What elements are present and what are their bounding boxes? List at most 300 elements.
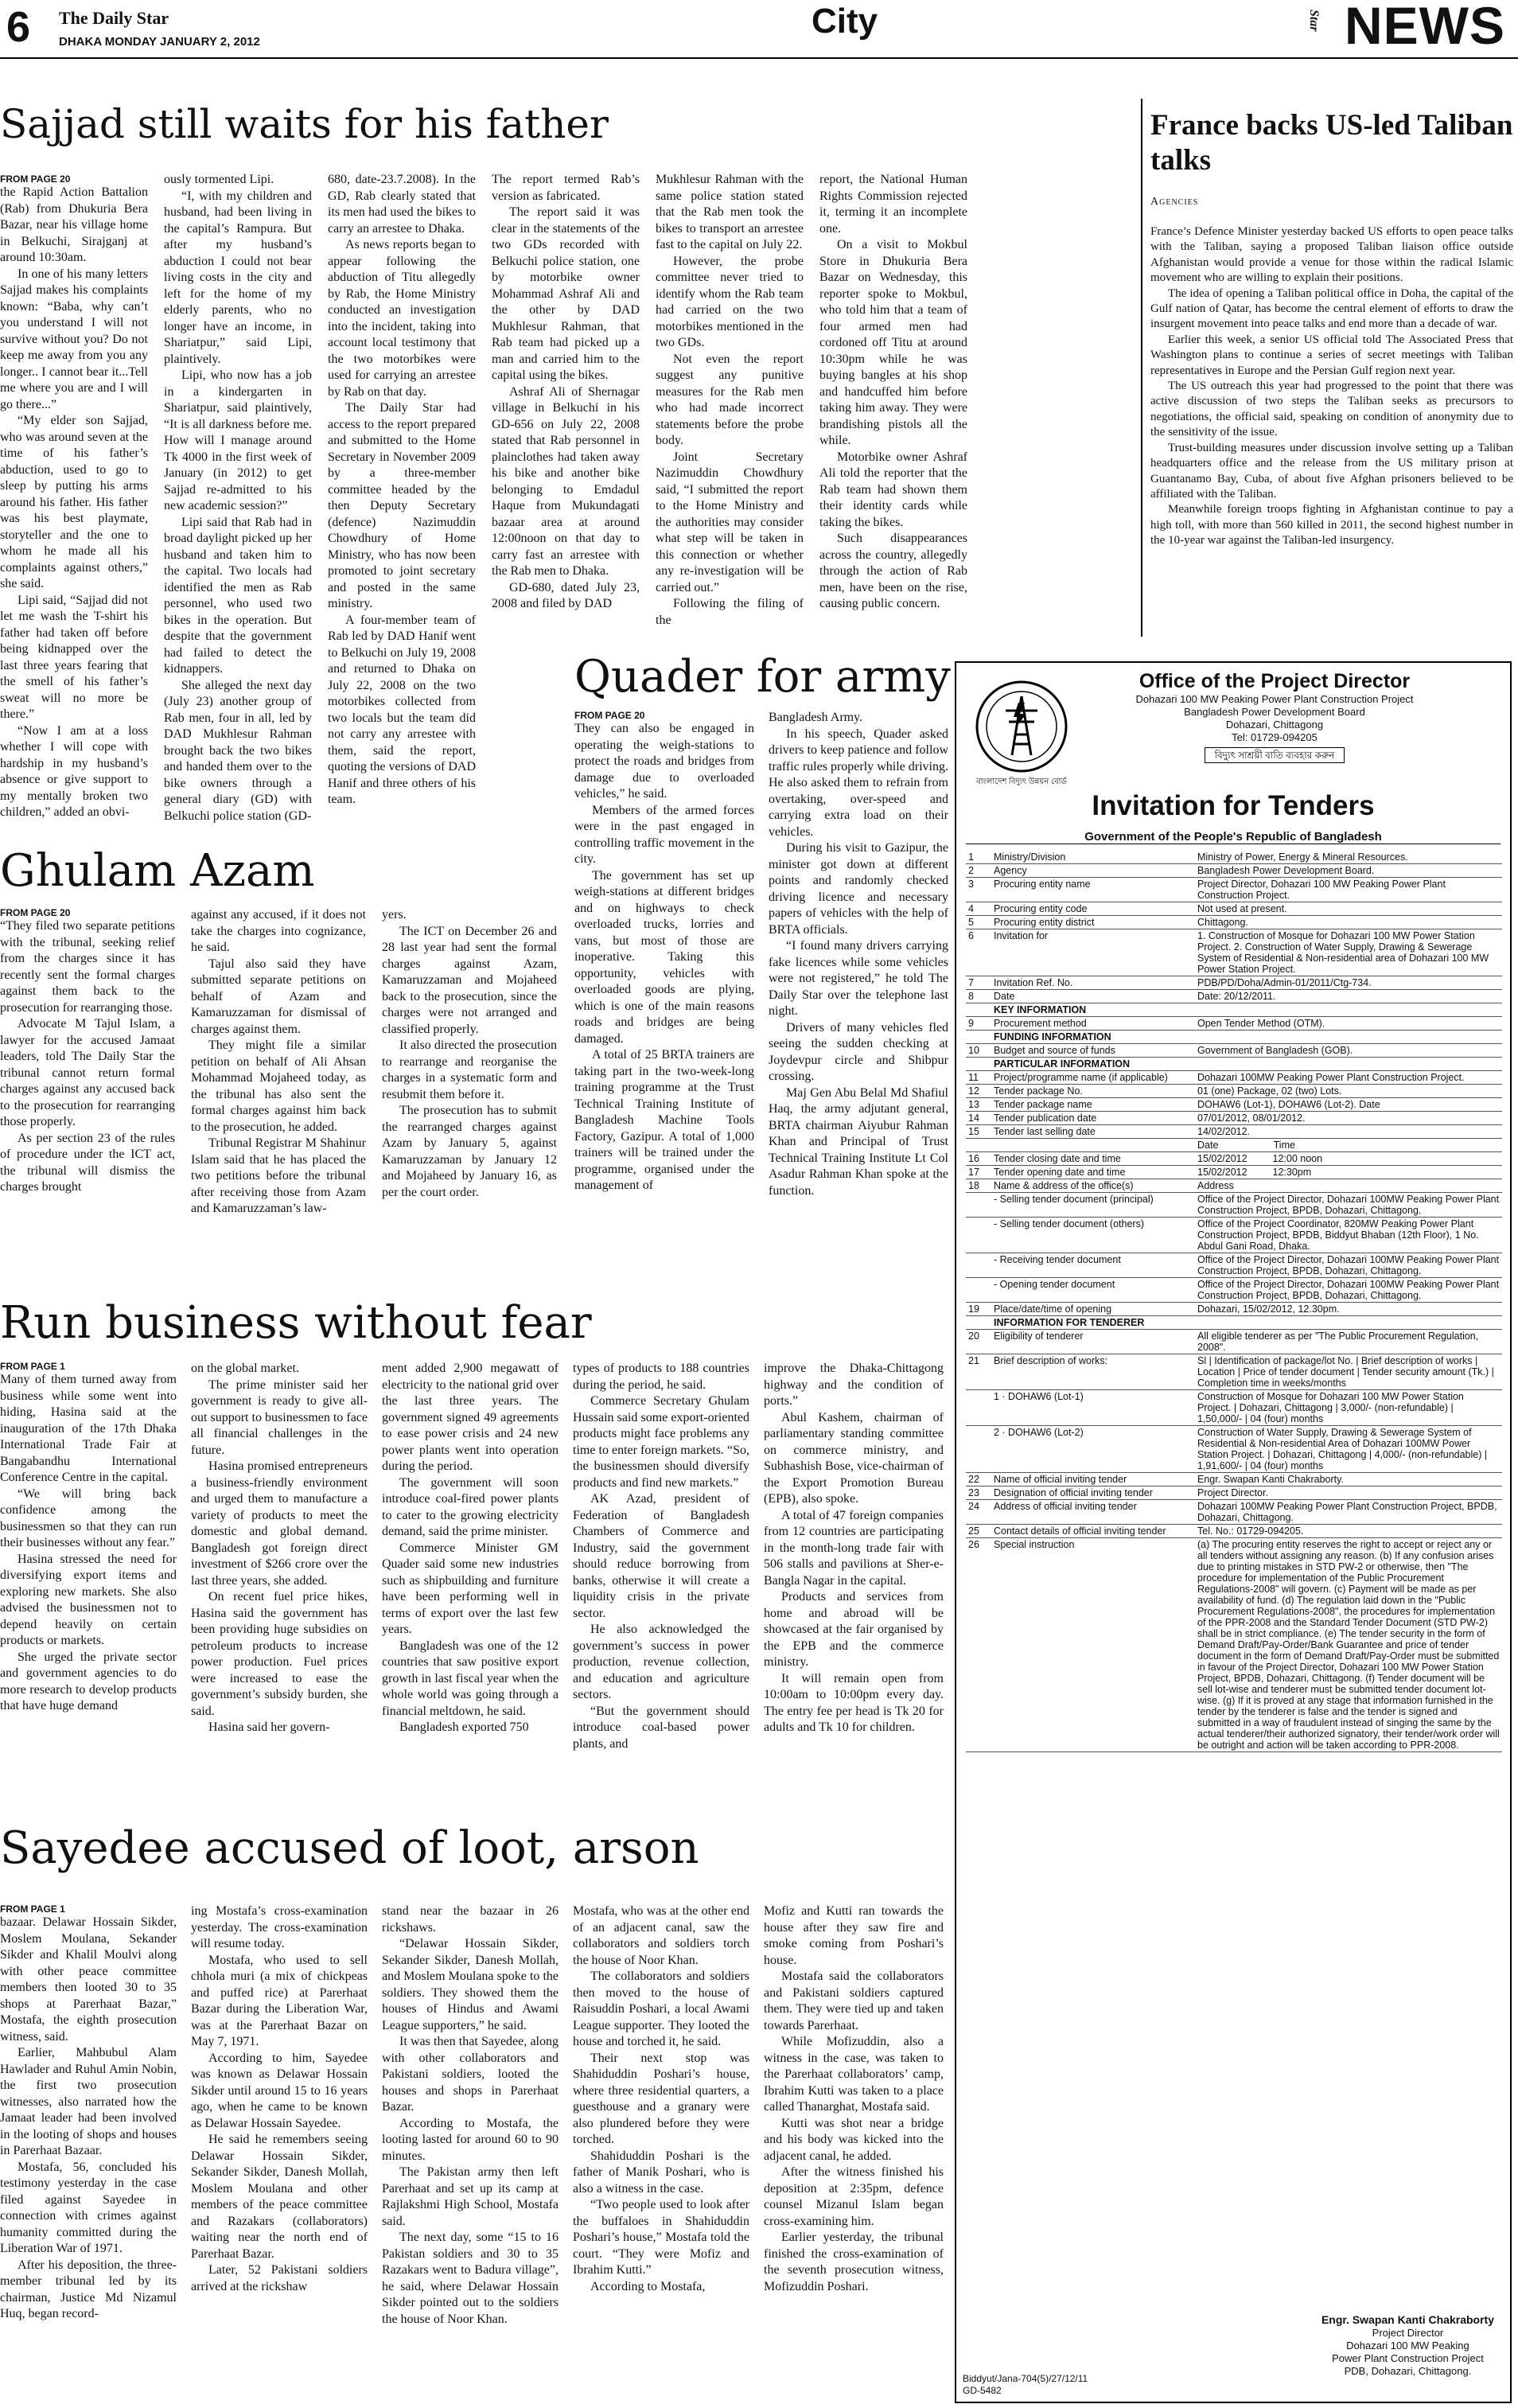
- office-line-3: Dohazari, Chittagong: [1225, 719, 1324, 731]
- sajjad-headline: Sajjad still waits for his father: [0, 101, 609, 147]
- paragraph: The government will soon introduce coal-fired power plants to cater to the growing electricity demand, said the prime minister.: [382, 1475, 559, 1538]
- tender-row: [966, 1473, 1502, 1486]
- paragraph: “We will bring back confidence among the businessmen so that they can run their businesses without any fear.”: [0, 1486, 177, 1549]
- paragraph: Tajul also said they have submitted separate petitions on behalf of Azam and Kamaruzzaman for dismissal of charges against them.: [191, 957, 366, 1036]
- tender-cell: Tel. No.: 01729-094205.: [1195, 1525, 1502, 1538]
- paragraph: Earlier, Mahbubul Alam Hawlader and Ruhul Amin Nobin, the first two prosecution witnesses, also narrated how the Jamaat leader had been involved in the looting of shops and houses in Parerhaat Bazaar.: [0, 2046, 177, 2157]
- paragraph: However, the probe committee never tried to identify whom the Rab team had carried on the two motorbikes mentioned in the two GDs.: [656, 254, 804, 349]
- tender-cell: 01 (one) Package, 02 (two) Lots.: [1195, 1085, 1502, 1098]
- tender-cell: [966, 1193, 991, 1218]
- paragraph: The ICT on December 26 and 28 last year had sent the formal charges against Azam, Kamaruzzaman and Mojaheed back to the prosecution, since the charges were not arranged and classified properly.: [382, 924, 557, 1036]
- paragraph: The prosecution has to submit the rearranged charges against Azam by January 5, against Kamaruzzaman by January 12 and Mojaheed by January 16, as per the court order.: [382, 1104, 557, 1199]
- sajjad-from: FROM PAGE 20: [0, 173, 71, 185]
- tender-cell: Procuring entity code: [991, 902, 1195, 916]
- section-title: City: [812, 2, 878, 41]
- paragraph: Hasina stressed the need for diversifying export items and exploring new markets. She also advised the businessmen not to depend heavily on certain products or markets.: [0, 1552, 177, 1647]
- tender-cell: [966, 1218, 991, 1253]
- tender-row: [966, 1354, 1502, 1390]
- tender-cell: Designation of official inviting tender: [991, 1486, 1195, 1500]
- tender-cell: Special instruction: [991, 1538, 1195, 1752]
- paragraph: The report termed Rab’s version as fabricated.: [492, 173, 640, 203]
- tender-cell: 2: [966, 864, 991, 878]
- sayedee-col-3: [382, 1903, 559, 2403]
- tender-cell: [966, 1058, 991, 1071]
- tender-cell: Tender package No.: [991, 1085, 1195, 1098]
- paragraph: types of products to 188 countries during the period, he said.: [573, 1362, 749, 1392]
- tender-row: [966, 1538, 1502, 1752]
- paragraph: They might file a similar petition on behalf of Ali Ahsan Mohammad Mojaheed today, as the tribunal has also sent the formal charges against him back to the prosecution, he added.: [191, 1038, 366, 1134]
- business-col-4: [573, 1361, 749, 1806]
- paragraph: According to him, Sayedee was known as Delawar Hossain Sikder until around 15 to 16 years ago, when he came to be known as Delawar Hossain Sayedee.: [191, 2051, 368, 2130]
- tender-cell: All eligible tenderer as per "The Public Procurement Regulation, 2008".: [1195, 1330, 1502, 1354]
- tender-row: [966, 976, 1502, 990]
- office-line-1: Dohazari 100 MW Peaking Power Plant Construction Project: [1135, 693, 1414, 705]
- sayedee-col-2: [191, 1903, 368, 2403]
- tender-cell: 18: [966, 1179, 991, 1193]
- sajjad-col-1: [0, 185, 148, 866]
- bpdb-logo-icon: [974, 679, 1069, 774]
- paragraph: France’s Defence Minister yesterday backed US efforts to open peace talks with the Taliban, saying a proposed Taliban liaison office outside Afghanistan would provide a venue for those within the radical Islamic movement who are willing to explain their positions.: [1150, 225, 1513, 285]
- tender-cell: 21: [966, 1354, 991, 1390]
- quader-col-2: [769, 710, 948, 1288]
- tender-row: [966, 990, 1502, 1003]
- tender-row: [966, 1525, 1502, 1538]
- paragraph: During his visit to Gazipur, the minister got down at different points and randomly checked driving licence and necessary papers of vehicles with the help of BRTA officials.: [769, 841, 948, 937]
- tender-cell: PARTICULAR INFORMATION: [991, 1058, 1502, 1071]
- tender-row: [966, 851, 1502, 864]
- tender-reference: [963, 2373, 1088, 2397]
- tender-cell: Dohazari 100MW Peaking Power Plant Construction Project, BPDB, Dohazari, Chittagong.: [1195, 1500, 1502, 1525]
- paragraph: “My elder son Sajjad, who was around seven at the time of his father’s abduction, used to go to sleep by putting his arms around his father. His father was his best playmate, storyteller and the one to whom he made all his complaints against others,” she said.: [0, 414, 148, 590]
- tender-cell: Brief description of works:: [991, 1354, 1195, 1390]
- tender-row: [966, 1166, 1502, 1179]
- tender-cell: 10: [966, 1044, 991, 1058]
- tender-row: [966, 929, 1502, 976]
- paragraph: Commerce Secretary Ghulam Hussain said some export-oriented products might face problems any time to enter foreign markets. “So, the businessmen should diversify products and find new markets.”: [573, 1394, 749, 1490]
- tender-cell: [966, 1139, 991, 1152]
- tender-cell: Name of official inviting tender: [991, 1473, 1195, 1486]
- paragraph: Earlier this week, a senior US official told The Associated Press that Washington plans to continue a series of secret meetings with Taliban representatives in Europe and the Persian Gulf region next year.: [1150, 333, 1513, 377]
- tender-cell: Government of Bangladesh (GOB).: [1195, 1044, 1502, 1058]
- tender-cell: KEY INFORMATION: [991, 1003, 1502, 1017]
- sajjad-col-3: [328, 172, 476, 832]
- tender-cell: Budget and source of funds: [991, 1044, 1195, 1058]
- paragraph: He said he remembers seeing Delawar Hossain Sikder, Sekander Sikder, Danesh Mollah, Moslem Moulana and other members of the peace committee and Razakars (collaborators) waiting near the north end of Parerhaat Bazar.: [191, 2133, 368, 2261]
- tender-row: [966, 1125, 1502, 1139]
- tender-cell: Name & address of the office(s): [991, 1179, 1195, 1193]
- page-number: 6: [6, 3, 31, 51]
- tender-cell: [966, 1426, 991, 1473]
- tender-row: [966, 1085, 1502, 1098]
- tender-cell: PDB/PD/Doha/Admin-01/2011/Ctg-734.: [1195, 976, 1502, 990]
- tender-cell: 15/02/2012 12:30pm: [1195, 1166, 1502, 1179]
- tender-cell: 07/01/2012, 08/01/2012.: [1195, 1112, 1502, 1125]
- tender-cell: - Opening tender document: [991, 1278, 1195, 1303]
- tender-cell: 2 · DOHAW6 (Lot-2): [991, 1426, 1195, 1473]
- tender-cell: 20: [966, 1330, 991, 1354]
- tender-row: [966, 1017, 1502, 1031]
- tender-row: [966, 1390, 1502, 1426]
- paragraph: Drivers of many vehicles fled seeing the sudden checking at Joydevpur circle and Shibpur crossing.: [769, 1020, 948, 1083]
- office-line-2: Bangladesh Power Development Board: [1184, 706, 1365, 718]
- tender-row: [966, 1500, 1502, 1525]
- tender-cell: 14/02/2012.: [1195, 1125, 1502, 1139]
- tender-row: [966, 1303, 1502, 1316]
- tender-cell: Office of the Project Director, Dohazari 100MW Peaking Power Plant Construction Project, BPDB, Dohazari, Chittagong.: [1195, 1278, 1502, 1303]
- paragraph: Meanwhile foreign troops fighting in Afghanistan continue to pay a high toll, with more than 560 killed in 2011, the second highest number in the 10-year war against the Taliban-led insurgency.: [1150, 503, 1513, 547]
- tender-cell: 23: [966, 1486, 991, 1500]
- tender-cell: Procuring entity district: [991, 916, 1195, 929]
- tender-row: [966, 1044, 1502, 1058]
- tender-cell: 8: [966, 990, 991, 1003]
- tender-government: Government of the People's Republic of Bangladesh: [966, 830, 1500, 844]
- tender-cell: [966, 1278, 991, 1303]
- sayedee-col-4: [573, 1903, 749, 2403]
- office-line-4: Tel: 01729-094205: [1232, 731, 1318, 743]
- tender-cell: 5: [966, 916, 991, 929]
- paragraph: Mukhlesur Rahman with the same police station stated that the Rab men took the bikes to transport an arrestee fast to the capital on July 22.: [656, 173, 804, 251]
- paragraph: ment added 2,900 megawatt of electricity to the national grid over the last three years. The government signed 49 agreements to ease power crisis and 24 new power plants went into operation during the period.: [382, 1362, 559, 1473]
- paragraph: “I found many drivers carrying fake licences while some vehicles were not registered,” he told The Daily Star over the telephone last night.: [769, 939, 948, 1018]
- paragraph: They can also be engaged in operating the weigh-stations to protect the roads and bridges from damage due to overloaded vehicles,” he said.: [574, 722, 754, 801]
- tender-cell: Ministry/Division: [991, 851, 1195, 864]
- tender-cell: [966, 1316, 991, 1330]
- signatory-line-1: Project Director: [1372, 2327, 1444, 2339]
- paragraph: ing Mostafa’s cross-examination yesterday. The cross-examination will resume today.: [191, 1904, 368, 1950]
- tender-row: [966, 902, 1502, 916]
- tender-cell: 12: [966, 1085, 991, 1098]
- paragraph: against any accused, if it does not take the charges into cognizance, he said.: [191, 908, 366, 954]
- tender-cell: DOHAW6 (Lot-1), DOHAW6 (Lot-2). Date: [1195, 1098, 1502, 1112]
- paragraph: As per section 23 of the rules of procedure under the ICT act, the tribunal will dismiss the charges brought: [0, 1131, 175, 1194]
- tender-cell: FUNDING INFORMATION: [991, 1031, 1502, 1044]
- tender-cell: Ministry of Power, Energy & Mineral Resources.: [1195, 851, 1502, 864]
- tender-cell: 19: [966, 1303, 991, 1316]
- paragraph: Lipi, who now has a job in a kindergarten in Shariatpur, said plaintively, “It is all darkness before me. How will I manage around Tk 4000 in the first week of January (in 2012) to get Sajjad re-admitted to his new academic session?”: [164, 368, 312, 512]
- quader-headline: Quader for army: [574, 651, 951, 703]
- paragraph: In one of his many letters Sajjad makes his complaints known: “Baba, why can’t you understand I will not survive without you? Do not keep me away from you any longer.. I cannot bear it...Tell me where you are and I will go there...”: [0, 267, 148, 411]
- office-title: Office of the Project Director: [1138, 670, 1411, 692]
- tender-row: [966, 1152, 1502, 1166]
- paragraph: A total of 47 foreign companies from 12 countries are participating in the month-long trade fair with 506 stalls and pavilions at Sher-e-Bangla Nagar in the capital.: [764, 1508, 944, 1588]
- paragraph: stand near the bazaar in 26 rickshaws.: [382, 1904, 559, 1935]
- tender-cell: Date: [991, 990, 1195, 1003]
- tender-cell: Eligibility of tenderer: [991, 1330, 1195, 1354]
- paragraph: The idea of opening a Taliban political office in Doha, the capital of the Gulf nation of Qatar, has become the central element of efforts to draw the insurgent movement into peace talks and end more than a decade of war.: [1150, 286, 1513, 331]
- tender-cell: 11: [966, 1071, 991, 1085]
- paragraph: She alleged the next day (July 23) another group of Rab men, four in all, led by DAD Mukhlesur Rahman brought back the two bikes and handed them over to the bike owners through a general diary (GD) with Belkuchi police station (GD-: [164, 678, 312, 823]
- tender-cell: 15/02/2012 12:00 noon: [1195, 1152, 1502, 1166]
- france-divider: [1141, 99, 1142, 637]
- tender-cell: [966, 1390, 991, 1426]
- paragraph: It also directed the prosecution to rearrange and reorganise the charges in a systematic form and resubmit them before it.: [382, 1038, 557, 1101]
- tender-advertisement: [955, 661, 1512, 2403]
- tender-cell: 1: [966, 851, 991, 864]
- paragraph: The next day, some “15 to 16 Pakistan soldiers and 30 to 35 Razakars went to Badura village”, he said, where Delawar Hossain Sikder pointed out to the soldiers the house of Noor Khan.: [382, 2231, 559, 2326]
- ghulam-col-1: [0, 918, 175, 1288]
- paragraph: The Daily Star had access to the report prepared and submitted to the Home Secretary in November 2009 by a three-member committee headed by the then Deputy Secretary (defence) Nazimuddin Chowdhury of Home Ministry, who has now been promoted to joint secretary and posted in the same ministry.: [328, 401, 476, 610]
- paragraph: “Now I am at a loss whether I will cope with hardship in my husband’s absence or give support to my mentally broken two children,” added an obvi-: [0, 723, 148, 819]
- paragraph: Many of them turned away from business while some went into hiding, Hasina said at the inauguration of the 17th Dhaka International Trade Fair at Bangabandhu International Conference Centre in the capital.: [0, 1373, 177, 1484]
- paragraph: Their next stop was Shahiduddin Poshari’s house, where three residential quarters, a guesthouse and a granary were also plundered before they were torched.: [573, 2051, 749, 2146]
- tender-cell: 22: [966, 1473, 991, 1486]
- signatory-line-3: Power Plant Construction Project: [1332, 2352, 1484, 2364]
- paragraph: According to Mostafa,: [590, 2279, 706, 2293]
- tender-cell: 9: [966, 1017, 991, 1031]
- news-brand: NEWS: [1345, 0, 1505, 55]
- tender-cell: Agency: [991, 864, 1195, 878]
- tender-cell: [966, 1003, 991, 1017]
- sajjad-col-6: [819, 172, 967, 633]
- paragraph: Kutti was shot near a bridge and his body was kicked into the adjacent canal, he added.: [764, 2116, 944, 2163]
- tender-row: [966, 1316, 1502, 1330]
- tender-cell: Office of the Project Director, Dohazari 100MW Peaking Power Plant Construction Project, BPDB, Dohazari, Chittagong.: [1195, 1193, 1502, 1218]
- tender-cell: 1. Construction of Mosque for Dohazari 100 MW Power Station Project. 2. Construction of Water Supply, Drawing & Sewerage System of Residential & Non-residential area of Dohazari 100 MW Power Station Project.: [1195, 929, 1502, 976]
- paragraph: The US outreach this year had progressed to the point that there was active discussion of two steps the Taliban seeks as precursors to negotiations, the official said, speaking on condition of anonymity due to the sensitivity of the issue.: [1150, 380, 1513, 439]
- sayedee-headline: Sayedee accused of loot, arson: [0, 1822, 699, 1874]
- tender-cell: 1 · DOHAW6 (Lot-1): [991, 1390, 1195, 1426]
- tender-cell: Tender publication date: [991, 1112, 1195, 1125]
- paragraph: ously tormented Lipi.: [164, 173, 274, 186]
- masthead: [0, 0, 1518, 57]
- paragraph: Commerce Minister GM Quader said some new industries such as shipbuilding and furniture have been performing well in terms of export over the last few years.: [382, 1541, 559, 1636]
- sajjad-col-4: [492, 172, 640, 633]
- business-col-2: [191, 1361, 368, 1806]
- tender-cell: Sl | Identification of package/lot No. | Brief description of works | Location | Price of tender document | Tender security amount (Tk.) | Completion time in weeks/months: [1195, 1354, 1502, 1390]
- paragraph: A four-member team of Rab led by DAD Hanif went to Belkuchi on July 19, 2008 and returned to Dhaka on July 22, 2008 on the two motorbikes collected from two locals but the team did not carry any arrestee with them, said the report, quoting the versions of DAD Hanif and three others of his team.: [328, 613, 476, 806]
- tender-cell: Procurement method: [991, 1017, 1195, 1031]
- paragraph: Joint Secretary Nazimuddin Chowdhury said, “I submitted the report to the Home Ministry and the authorities may consider what step will be taken in this connection or whether any re-investigation will be carried out.”: [656, 450, 804, 594]
- sajjad-col-5: [656, 172, 804, 633]
- tender-cell: 17: [966, 1166, 991, 1179]
- paragraph: Mostafa said the collaborators and Pakistani soldiers captured them. They were tied up and taken towards Parerhaat.: [764, 1970, 944, 2032]
- tender-heading: Invitation for Tenders: [1092, 790, 1375, 821]
- tender-cell: 4: [966, 902, 991, 916]
- paragraph: “Two people used to look after the buffaloes in Shahiduddin Poshari’s house,” Mostafa told the court. “They were Mofiz and Ibrahim Kutti.”: [573, 2198, 749, 2277]
- france-headline: France backs US-led Taliban talks: [1150, 109, 1513, 177]
- tender-cell: Tender last selling date: [991, 1125, 1195, 1139]
- paragraph: After his deposition, the three-member tribunal led by its chairman, Justice Md Nizamul Huq, began record-: [0, 2258, 177, 2320]
- paragraph: The prime minister said her government is ready to give all-out support to businessmen to face all financial challenges in the future.: [191, 1377, 368, 1457]
- tender-cell: Procuring entity name: [991, 878, 1195, 902]
- tender-row: [966, 878, 1502, 902]
- paragraph: Lipi said, “Sajjad did not let me wash the T-shirt his father had taken off before being kidnapped over the last three years fearing that the smell of his father’s sweat will no more be there.”: [0, 593, 148, 721]
- paragraph: improve the Dhaka-Chittagong highway and the condition of ports.”: [764, 1362, 944, 1408]
- save-power-note: বিদ্যুৎ সাশ্রয়ী বাতি ব্যবহার করুন: [1205, 747, 1345, 763]
- tender-cell: Address of official inviting tender: [991, 1500, 1195, 1525]
- tender-cell: Date: 20/12/2011.: [1195, 990, 1502, 1003]
- tender-cell: Office of the Project Director, Dohazari 100MW Peaking Power Plant Construction Project, BPDB, Dohazari, Chittagong.: [1195, 1253, 1502, 1278]
- paragraph: It was then that Sayedee, along with other collaborators and Pakistani soldiers, looted the houses and shops in Parerhaat Bazar.: [382, 2035, 559, 2114]
- paragraph: Bangladesh exported 750: [399, 1720, 529, 1734]
- tender-office-block: [1100, 669, 1450, 763]
- tender-row: [966, 1058, 1502, 1071]
- ghulam-from: FROM PAGE 20: [0, 907, 71, 918]
- masthead-rule: [0, 57, 1518, 59]
- paragraph: bazaar. Delawar Hossain Sikder, Moslem Moulana, Sekander Sikder and Khalil Moulvi along with other peace committee members then looted 30 to 35 shops at Parerhaat Bazar,” Mostafa, the eighth prosecution witness, said.: [0, 1915, 177, 2044]
- paragraph: Lipi said that Rab had in broad daylight picked up her husband and taken him to the capital. Two locals had identified the men as Rab personnel, who used two bikes in the operation. But despite that the government had failed to detect the kidnappers.: [164, 515, 312, 676]
- tender-cell: Tender closing date and time: [991, 1152, 1195, 1166]
- paragraph: Abul Kashem, chairman of parliamentary standing committee on commerce ministry, and Subhashish Bose, vice-chairman of the Export Promotion Bureau (EPB), also spoke.: [764, 1410, 944, 1506]
- tender-cell: 14: [966, 1112, 991, 1125]
- paragraph: on the global market.: [191, 1362, 299, 1375]
- france-body: [1150, 224, 1513, 638]
- paragraph: Motorbike owner Ashraf Ali told the reporter that the Rab team had shown them their identity cards while taking the bikes.: [819, 450, 967, 529]
- business-col-1: [0, 1372, 177, 1806]
- tender-cell: 24: [966, 1500, 991, 1525]
- paragraph: While Mofizuddin, also a witness in the case, was taken to the Parerhaat collaborators’ camp, Ibrahim Kutti was taken to a place called Thanarghat, Mostafa said.: [764, 2035, 944, 2114]
- tender-cell: 7: [966, 976, 991, 990]
- paragraph: The collaborators and soldiers then moved to the house of Raisuddin Poshari, a local Awami League supporter. They looted the house and torched it, he said.: [573, 1970, 749, 2048]
- tender-cell: Not used at present.: [1195, 902, 1502, 916]
- paragraph: The Pakistan army then left Parerhaat and set up its camp at Rajlakshmi High School, Mostafa said.: [382, 2165, 559, 2228]
- tender-cell: 25: [966, 1525, 991, 1538]
- tender-row: [966, 1003, 1502, 1017]
- paragraph: “But the government should introduce coal-based power plants, and: [573, 1704, 749, 1751]
- star-mini-logo: Star: [1307, 10, 1321, 32]
- paragraph: Hasina promised entrepreneurs a business-friendly environment and urged them to manufacture a variety of products to meet the domestic and global demand. Bangladesh got foreign direct investment of $266 crore over the last three years, she added.: [191, 1459, 368, 1588]
- paragraph: Earlier yesterday, the tribunal finished the cross-examination of the seventh prosecution witness, Mofizuddin Poshari.: [764, 2231, 944, 2293]
- tender-cell: (a) The procuring entity reserves the right to accept or reject any or all tenders without assigning any reason. (b) If any confusion arises due to printing mistakes in STD PW-2 or otherwise, then "The procedure for implementation of the Public Procurement Regulations-2008" will govern. (c) Payment will be made as per availability of fund. (d) The regulation laid down in the "Public Procurement Regulations-2008", the procedures for implementation of the PPR-2008 and the Standard Tender Document (STD PW-2) shall be in strict compliance. (e) The tender security in the form of Demand Draft/Pay-Order/Bank Guarantee and price of tender document in the form of Demand Draft/Pay-Order must be submitted in favour of the Project Director, Dohazari 100 MW Power Station Project, BPDB, Dohazari, Chittagong. (f) Tender document will be sell lot-wise and tenderer must be submitted tender document lot-wise. (g) If it is proved at any stage that information furnished in the tender by the tenderer is false and the tender is signed and submitted in a way of fraudulent instead of singing the same by the actual tenderer/their authorized signatory, their tender/work order will be outright and action will be taken according to PPR-2008.: [1195, 1538, 1502, 1752]
- signatory-line-2: Dohazari 100 MW Peaking: [1346, 2340, 1469, 2352]
- quader-col-1: [574, 721, 754, 1288]
- tender-cell: Project Director, Dohazari 100 MW Peaking Power Plant Construction Project.: [1195, 878, 1502, 902]
- tender-row: [966, 1098, 1502, 1112]
- tender-cell: [991, 1139, 1195, 1152]
- tender-row: [966, 1218, 1502, 1253]
- signatory-line-4: PDB, Dohazari, Chittagong.: [1344, 2365, 1472, 2377]
- tender-cell: - Selling tender document (principal): [991, 1193, 1195, 1218]
- tender-cell: 15: [966, 1125, 991, 1139]
- tender-row: [966, 1139, 1502, 1152]
- tender-row: [966, 1071, 1502, 1085]
- paragraph: Following the filing of the: [656, 597, 804, 627]
- paragraph: Hasina said her govern-: [208, 1720, 330, 1734]
- paragraph: Ashraf Ali of Shernagar village in Belkuchi in his GD-656 on July 22, 2008 stated that Rab personnel in plainclothes had taken away his bike and another bike belonging to Emdadul Haque from Mukundagati bazaar area at around 12:00noon on that day to carry fast an arrestee with the Rab men to Dhaka.: [492, 384, 640, 578]
- paragraph: yers.: [382, 908, 407, 922]
- dateline: DHAKA MONDAY JANUARY 2, 2012: [59, 35, 260, 49]
- tender-cell: 3: [966, 878, 991, 902]
- tender-cell: - Selling tender document (others): [991, 1218, 1195, 1253]
- paragraph: report, the National Human Rights Commission rejected it, terming it an incomplete one.: [819, 173, 967, 236]
- newspaper-name: The Daily Star: [59, 8, 169, 28]
- paragraph: Trust-building measures under discussion involve setting up a Taliban headquarters office and the release from the US military prison at Guantanamo Bay, Cuba, of about five Afghan prisoners believed to be affiliated with the Taliban.: [1150, 441, 1513, 501]
- tender-cell: Chittagong.: [1195, 916, 1502, 929]
- paragraph: In his speech, Quader asked drivers to keep patience and follow traffic rules properly while driving. He also asked them to refrain from overtaking, over-speed and carrying extra load on their vehicles.: [769, 727, 948, 839]
- business-headline: Run business without fear: [0, 1297, 592, 1349]
- paragraph: Advocate M Tajul Islam, a lawyer for the accused Jamaat leaders, told The Daily Star the tribunal cannot return formal charges against any accused back to the prosecution for rearranging those properly.: [0, 1017, 175, 1128]
- paragraph: Not even the report suggest any punitive measures for the Rab men who had made incorrect statements before the probe body.: [656, 352, 804, 447]
- tender-row: [966, 1112, 1502, 1125]
- paragraph: Tribunal Registrar M Shahinur Islam said that he has placed the two petitions before the tribunal after receiving those from Azam and Kamaruzzaman’s law-: [191, 1136, 366, 1215]
- paragraph: Mostafa, who used to sell chhola muri (a mix of chickpeas and puffed rice) at Parerhaat Bazar during the Liberation War, was at the Parerhaat Bazar on May 7, 1971.: [191, 1953, 368, 2048]
- paragraph: Bangladesh was one of the 12 countries that saw positive export growth in last fiscal year when the whole world was going through a financial meltdown, he said.: [382, 1638, 559, 1718]
- ghulam-headline: Ghulam Azam: [0, 845, 315, 897]
- tender-cell: Construction of Water Supply, Drawing & Sewerage System of Residential & Non-residential Area of Dohazari 100MW Power Station Project. | Dohazari, Chittagong | 4,000/- (non-refundable) | 1,91,600/- | 04 (four) months: [1195, 1426, 1502, 1473]
- paragraph: GD-680, dated July 23, 2008 and filed by DAD: [492, 580, 640, 610]
- tender-cell: 6: [966, 929, 991, 976]
- business-col-5: [764, 1361, 944, 1806]
- tender-row: [966, 1031, 1502, 1044]
- paragraph: The report said it was clear in the statements of the two GDs recorded with Belkuchi police station, one by motorbike owner Mohammad Ashraf Ali and the other by DAD Mukhlesur Rahman, that Rab team had picked up a man and carried him to the capital using the bikes.: [492, 205, 640, 382]
- tender-cell: Tender package name: [991, 1098, 1195, 1112]
- tender-cell: Project/programme name (if applicable): [991, 1071, 1195, 1085]
- tender-row: [966, 1253, 1502, 1278]
- tender-row: [966, 1179, 1502, 1193]
- tender-cell: Open Tender Method (OTM).: [1195, 1017, 1502, 1031]
- tender-cell: Construction of Mosque for Dohazari 100 MW Power Station Project. | Dohazari, Chittagong | 3,000/- (non-refundable) | 1,50,000/- | 04 (four) months: [1195, 1390, 1502, 1426]
- tender-cell: Dohazari, 15/02/2012, 12.30pm.: [1195, 1303, 1502, 1316]
- paragraph: the Rapid Action Battalion (Rab) from Dhukuria Bera Bazar, near his village home in Belkuchi, Sirajganj at around 10:30am.: [0, 185, 148, 264]
- paragraph: As news reports began to appear following the abduction of Titu allegedly by Rab, the Home Ministry conducted an investigation into the incident, taking into account local testimony that the two motorbikes were used for carrying an arrestee by Rab on that day.: [328, 238, 476, 399]
- sajjad-col-2: [164, 172, 312, 866]
- paragraph: “Delawar Hossain Sikder, Sekander Sikder, Danesh Mollah, and Moslem Moulana spoke to the soldiers. They showed them the houses of Hindus and Awami League supporters,” he said.: [382, 1937, 559, 2032]
- tender-cell: [966, 1031, 991, 1044]
- tender-row: [966, 864, 1502, 878]
- paragraph: “They filed two separate petitions with the tribunal, seeking relief from the charges since it has recently sent the formal charges against them back to the prosecution for rearranging those.: [0, 919, 175, 1015]
- paragraph: The government has set up weigh-stations at different bridges and on highways to check overloaded trucks, lorries and vans, but most of those are inoperative. Taking this opportunity, vehicles with overloaded goods are plying, which is one of the main reasons roads and bridges are being damaged.: [574, 868, 754, 1046]
- paragraph: Mostafa, who was at the other end of an adjacent canal, saw the collaborators and soldiers torch the house of Noor Khan.: [573, 1904, 749, 1967]
- paragraph: Maj Gen Abu Belal Md Shafiul Haq, the army adjutant general, BRTA chairman Aiyubur Rahman Khan and Principal of Trust Technical Training Institute Lt Col Asadur Rahman Khan spoke at the function.: [769, 1085, 948, 1198]
- paragraph: After the witness finished his deposition at 2:35pm, defence counsel Mizanul Islam began cross-examining him.: [764, 2165, 944, 2228]
- paragraph: Mostafa, 56, concluded his testimony yesterday in the case filed against Sayedee in connection with crimes against humanity committed during the Liberation War of 1971.: [0, 2160, 177, 2255]
- paragraph: Mofiz and Kutti ran towards the house after they saw fire and smoke coming from Poshari’s house.: [764, 1904, 944, 1967]
- paragraph: According to Mostafa, the looting lasted for around 60 to 90 minutes.: [382, 2116, 559, 2163]
- tender-cell: Invitation for: [991, 929, 1195, 976]
- paragraph: A total of 25 BRTA trainers are taking part in the two-week-long training programme at the Trust Technical Training Institute of Bangladesh Machine Tools Factory, Gazipur. A total of 1,000 trainers will be trained under the programme, organised under the management of: [574, 1048, 754, 1192]
- tender-row: [966, 1486, 1502, 1500]
- reference-line-1: Biddyut/Jana-704(5)/27/12/11: [963, 2373, 1088, 2384]
- tender-cell: Contact details of official inviting tender: [991, 1525, 1195, 1538]
- sayedee-col-1: [0, 1915, 177, 2403]
- business-from: FROM PAGE 1: [0, 1361, 65, 1372]
- paragraph: Bangladesh Army.: [769, 711, 863, 724]
- tender-table: [966, 851, 1502, 1752]
- reference-line-2: GD-5482: [963, 2385, 1002, 2396]
- tender-row: [966, 916, 1502, 929]
- tender-cell: Project Director.: [1195, 1486, 1502, 1500]
- paragraph: Shahiduddin Poshari is the father of Manik Poshari, who is also a witness in the case.: [573, 2149, 749, 2196]
- tender-cell: 26: [966, 1538, 991, 1752]
- tender-cell: Tender opening date and time: [991, 1166, 1195, 1179]
- quader-from: FROM PAGE 20: [574, 710, 645, 721]
- tender-cell: Office of the Project Coordinator, 820MW Peaking Power Plant Construction Project, BPDB, Biddyut Bhaban (12th Floor), 1 No. Abdul Gani Road, Dhaka.: [1195, 1218, 1502, 1253]
- tender-cell: 16: [966, 1152, 991, 1166]
- paragraph: He also acknowledged the government’s success in power production, revenue collection, and education and agriculture sectors.: [573, 1623, 749, 1701]
- signatory-name: Engr. Swapan Kanti Chakraborty: [1321, 2313, 1494, 2326]
- tender-cell: INFORMATION FOR TENDERER: [991, 1316, 1502, 1330]
- tender-cell: Place/date/time of opening: [991, 1303, 1195, 1316]
- paragraph: Later, 52 Pakistani soldiers arrived at the rickshaw: [191, 2263, 368, 2293]
- paragraph: It will remain open from 10:00am to 10:00pm every day. The entry fee per head is Tk 20 for adults and Tk 10 for children.: [764, 1671, 944, 1734]
- tender-cell: Dohazari 100MW Peaking Power Plant Construction Project.: [1195, 1071, 1502, 1085]
- paragraph: Members of the armed forces were in the past engaged in controlling traffic movement in the city.: [574, 803, 754, 866]
- paragraph: “I, with my children and husband, had been living in the capital’s Rampura. But after my husband’s abduction I could not bear living costs in the city and left for the home of my elderly parents, who no longer have an income, in Shariatpur,” said Lipi, plaintively.: [164, 189, 312, 366]
- paragraph: On recent fuel price hikes, Hasina said the government has been providing huge subsidies on petroleum products to increase power production. Fuel prices were increased to ease the government’s subsidy burden, she said.: [191, 1590, 368, 1718]
- sayedee-col-5: [764, 1903, 944, 2403]
- tender-cell: Date Time: [1195, 1139, 1502, 1152]
- tender-cell: 13: [966, 1098, 991, 1112]
- tender-cell: [966, 1253, 991, 1278]
- ghulam-col-3: [382, 907, 557, 1288]
- paragraph: 680, date-23.7.2008). In the GD, Rab clearly stated that its men had used the bikes to carry an arrestee to Dhaka.: [328, 173, 476, 236]
- tender-cell: Invitation Ref. No.: [991, 976, 1195, 990]
- logo-caption: বাংলাদেশ বিদ্যুৎ উন্নয়ন বোর্ড: [976, 777, 1067, 786]
- paragraph: Products and services from home and abroad will be showcased at the fair organised by the EPB and the commerce ministry.: [764, 1590, 944, 1669]
- tender-cell: Engr. Swapan Kanti Chakraborty.: [1195, 1473, 1502, 1486]
- tender-cell: - Receiving tender document: [991, 1253, 1195, 1278]
- france-credit: Agencies: [1150, 196, 1199, 208]
